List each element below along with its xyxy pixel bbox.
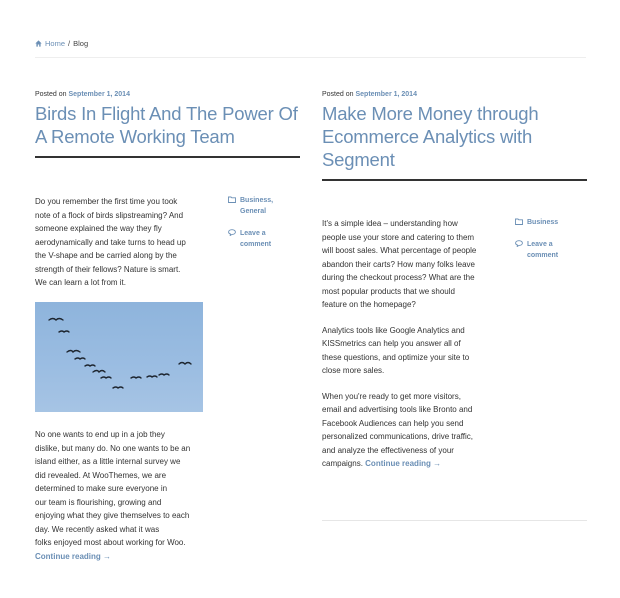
birds-photo bbox=[35, 302, 203, 412]
breadcrumb bbox=[35, 39, 88, 48]
category-link[interactable]: Business, bbox=[240, 197, 274, 204]
continue-reading-link[interactable]: Continue reading → bbox=[35, 551, 111, 561]
comment-link-line[interactable]: comment bbox=[527, 252, 559, 259]
text-line: KISSmetrics can help you answer all of bbox=[322, 339, 461, 348]
text-line: strength of their fellows? Nature is smart. bbox=[35, 264, 181, 274]
text-line: enjoying what they give themselves to each bbox=[35, 511, 190, 520]
text-line: note of a flock of birds slipstreaming? And bbox=[35, 210, 184, 220]
category-link[interactable]: Business bbox=[527, 219, 559, 226]
post-birds-in-flight bbox=[35, 90, 300, 158]
category-link[interactable]: General bbox=[240, 208, 267, 215]
text-line: aerodynamically and take turns to head up bbox=[35, 237, 186, 247]
text-line: feature on the homepage? bbox=[322, 300, 416, 309]
text-line: day. We recently asked what it was bbox=[35, 524, 160, 534]
comment-link-line[interactable]: Leave a bbox=[527, 241, 553, 248]
excerpt-paragraph bbox=[322, 324, 502, 378]
text-line: these questions, and optimize your site to bbox=[322, 352, 470, 362]
leave-comment-link[interactable] bbox=[240, 228, 271, 250]
excerpt-paragraph bbox=[35, 195, 215, 290]
post-date-link[interactable]: September 1, 2014 bbox=[355, 91, 417, 98]
comment-icon bbox=[228, 229, 236, 236]
comment-link-line[interactable]: comment bbox=[240, 241, 272, 248]
post-title-line[interactable]: Birds In Flight And The Power Of bbox=[35, 103, 298, 124]
excerpt-paragraph bbox=[35, 428, 215, 563]
post-comments bbox=[515, 239, 575, 261]
text-line: It's a simple idea – understanding how bbox=[322, 219, 458, 228]
post-meta bbox=[228, 195, 288, 261]
text-line: folks enjoyed most about working for Woo. bbox=[35, 538, 186, 547]
post-ecommerce-analytics bbox=[322, 90, 587, 181]
text-line: When you're ready to get more visitors, bbox=[322, 391, 461, 401]
post-excerpt bbox=[322, 217, 502, 471]
home-icon bbox=[35, 40, 42, 47]
post-title[interactable] bbox=[35, 102, 300, 148]
breadcrumb-current: Blog bbox=[73, 39, 89, 48]
text-line: No one wants to end up in a job they bbox=[35, 430, 165, 439]
text-line: the V-shape and be carried along by the bbox=[35, 251, 177, 260]
text-line: during the checkout process? What are the bbox=[322, 273, 475, 282]
title-underline bbox=[322, 179, 587, 181]
post-date-line bbox=[35, 90, 300, 100]
post-date-link[interactable]: September 1, 2014 bbox=[68, 91, 130, 98]
post-categories bbox=[228, 195, 288, 217]
post-title-line[interactable]: Segment bbox=[322, 149, 395, 170]
comment-link-line[interactable]: Leave a bbox=[240, 230, 266, 237]
birds-illustration bbox=[35, 302, 203, 412]
post-categories bbox=[515, 217, 575, 228]
post-end-divider bbox=[322, 520, 587, 521]
text-line: personalized communications, drive traffic, bbox=[322, 432, 474, 441]
title-underline bbox=[35, 156, 300, 158]
text-line: will boost sales. What percentage of people bbox=[322, 246, 477, 255]
comment-icon bbox=[515, 240, 523, 247]
text-line: campaigns. bbox=[322, 459, 363, 468]
post-excerpt-continued bbox=[35, 428, 215, 563]
text-line: We can learn a lot from it. bbox=[35, 278, 126, 287]
text-line: determined to make sure everyone in bbox=[35, 484, 168, 493]
continue-reading-link[interactable]: Continue reading → bbox=[365, 459, 442, 468]
post-meta bbox=[515, 217, 575, 272]
post-title[interactable] bbox=[322, 102, 587, 171]
text-line: Do you remember the first time you took bbox=[35, 197, 178, 206]
text-line: dislike, but many do. No one wants to be an bbox=[35, 443, 191, 453]
text-line: did revealed. At WooThemes, we are bbox=[35, 470, 167, 480]
text-line: island either, as a little internal survey we bbox=[35, 457, 181, 466]
text-line: close more sales. bbox=[322, 366, 385, 375]
text-line: most popular products that we should bbox=[322, 286, 455, 296]
breadcrumb-home-link[interactable]: Home bbox=[45, 39, 66, 48]
folder-icon bbox=[515, 218, 523, 225]
post-date-line bbox=[322, 90, 587, 100]
text-line: and analyze the effectiveness of your bbox=[322, 445, 454, 455]
post-title-line[interactable]: Ecommerce Analytics with bbox=[322, 126, 533, 147]
breadcrumb-separator: / bbox=[68, 39, 71, 48]
text-line: our team is flourishing, growing and bbox=[35, 497, 162, 507]
post-title-line[interactable]: A Remote Working Team bbox=[35, 126, 235, 147]
post-comments bbox=[228, 228, 288, 250]
post-excerpt bbox=[35, 195, 215, 302]
leave-comment-link[interactable] bbox=[527, 239, 558, 261]
excerpt-paragraph bbox=[322, 390, 502, 471]
posted-on-label: Posted on bbox=[35, 91, 67, 98]
text-line: abandon their carts? How many folks leave bbox=[322, 259, 475, 269]
text-line: email and advertising tools like Bronto and bbox=[322, 405, 473, 414]
text-line: Analytics tools like Google Analytics and bbox=[322, 325, 465, 335]
posted-on-label: Posted on bbox=[322, 91, 354, 98]
text-line: someone explained the way they fly bbox=[35, 224, 162, 233]
folder-icon bbox=[228, 196, 236, 203]
text-line: Facebook Audiences can help you send bbox=[322, 418, 464, 428]
post-title-line[interactable]: Make More Money through bbox=[322, 103, 539, 124]
text-line: people use your store and catering to them bbox=[322, 232, 475, 242]
header-divider bbox=[35, 57, 586, 58]
excerpt-paragraph bbox=[322, 217, 502, 312]
